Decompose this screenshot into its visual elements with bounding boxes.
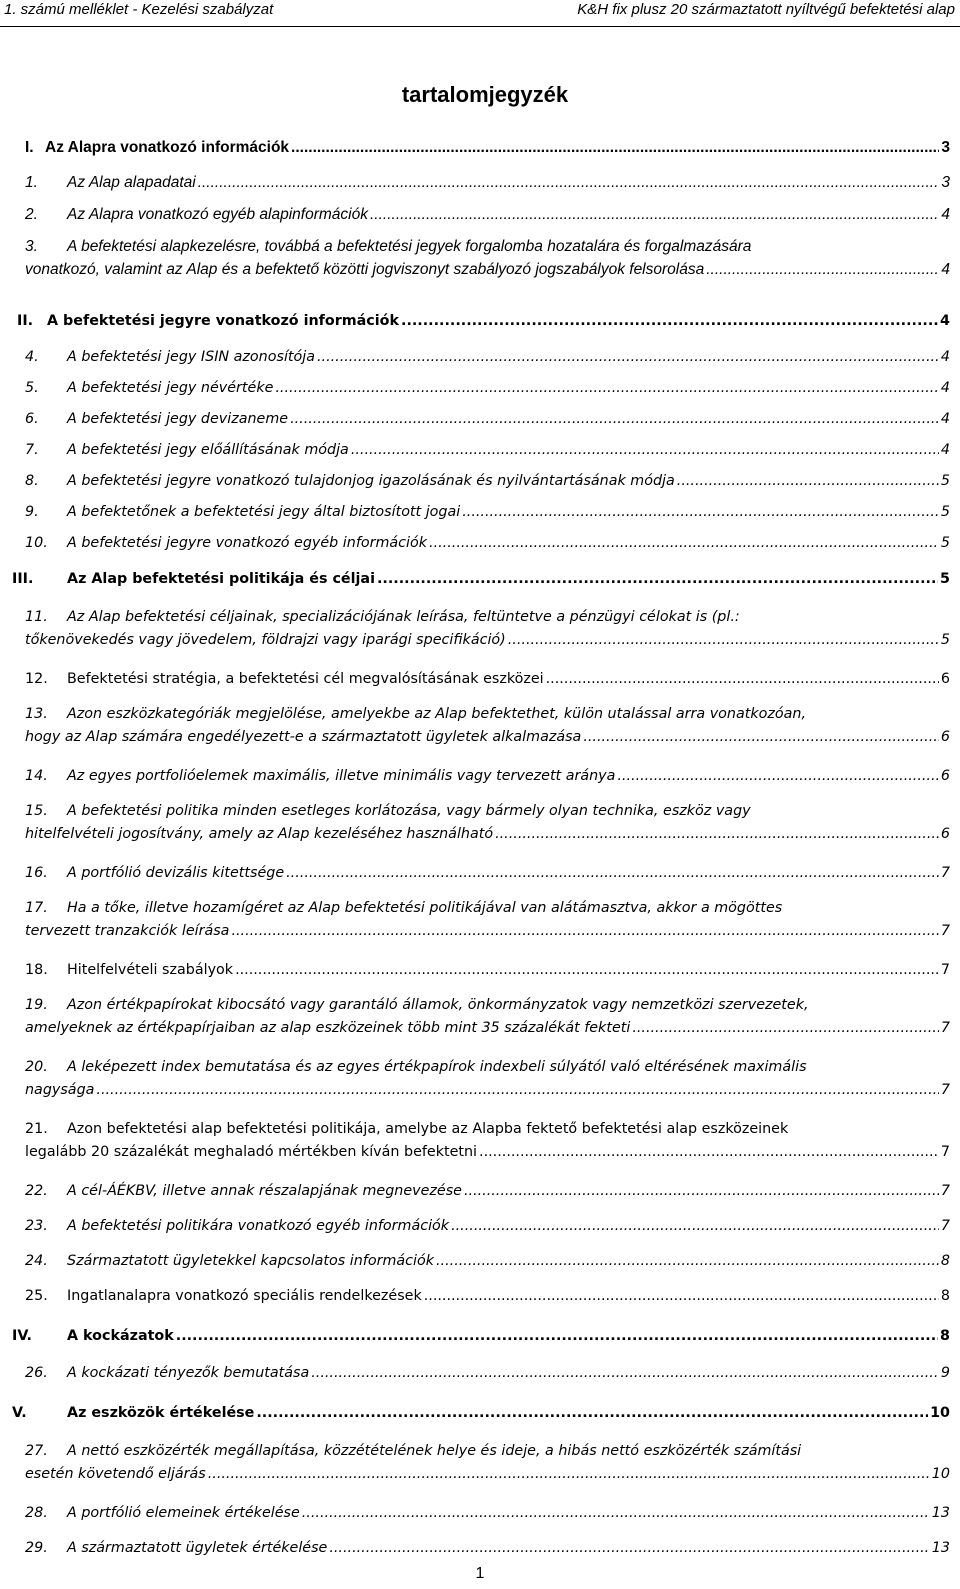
toc-entry[interactable]	[25, 1250, 950, 1273]
toc-entry-number: 24.	[25, 1253, 48, 1269]
toc-entry-title: A befektetési jegy előállításának módja	[67, 442, 349, 458]
dot-leader	[436, 1250, 939, 1273]
toc-entry-line	[25, 439, 950, 462]
toc-entry-number: III.	[12, 571, 34, 587]
toc-entry-line	[25, 346, 950, 369]
toc-entry-number: 2.	[25, 206, 38, 223]
toc-entry-page: 4	[940, 313, 950, 329]
toc-entry[interactable]	[25, 800, 950, 846]
toc-entry-title: A befektetési alapkezelésre, továbbá a befektetési jegyek forgalomba hozatalára és forgalmazására	[67, 238, 752, 255]
toc-entry-title: Az Alap befektetési politikája és céljai	[67, 571, 375, 587]
toc-entry-page: 4	[940, 380, 950, 396]
page-number: 1	[475, 1565, 485, 1582]
toc-entry-line	[25, 568, 950, 591]
dot-leader	[632, 1017, 939, 1040]
toc-entry-line	[25, 1250, 950, 1273]
toc-entry-line	[25, 1285, 950, 1308]
toc-entry-line	[25, 1118, 950, 1141]
toc-entry-line	[25, 726, 950, 749]
toc-entry-line	[25, 994, 950, 1017]
dot-leader	[302, 1502, 930, 1525]
dot-leader	[231, 920, 938, 943]
toc-entry-title: A származtatott ügyletek értékelése	[67, 1540, 328, 1556]
toc-entry-number: 22.	[25, 1183, 48, 1199]
toc-entry-title: A portfólió devizális kitettsége	[67, 865, 285, 881]
toc-entry-title: esetén követendő eljárás	[25, 1466, 206, 1482]
toc-entry[interactable]	[25, 501, 950, 524]
toc-entry-page: 13	[931, 1505, 950, 1521]
toc-entry-title: A befektetési jegyre vonatkozó tulajdonjog igazolásának és nyilvántartásának módja	[67, 473, 675, 489]
toc-entry-title: A leképezett index bemutatása és az egyes értékpapírok indexbeli súlyától való eltérésének maximális	[67, 1059, 807, 1075]
toc-entry[interactable]	[25, 1502, 950, 1525]
toc-entry[interactable]	[17, 310, 950, 333]
toc-entry[interactable]	[25, 959, 950, 982]
toc-entry-page: 13	[931, 1540, 950, 1556]
toc-entry-page: 8	[940, 1288, 950, 1304]
header-left-text: 1. számú melléklet - Kezelési szabályzat	[4, 1, 274, 18]
toc-entry-title: A kockázati tényezők bemutatása	[67, 1365, 310, 1381]
toc-entry-number: 7.	[25, 442, 39, 458]
toc-entry[interactable]	[25, 171, 950, 194]
toc-entry-number: 6.	[25, 411, 39, 427]
toc-entry[interactable]	[25, 203, 950, 226]
toc-entry-page: 5	[940, 473, 950, 489]
toc-entry-page: 7	[940, 1144, 950, 1160]
toc-entry[interactable]	[12, 1325, 950, 1348]
toc-entry-number: 27.	[25, 1443, 48, 1459]
toc-entry-page: 6	[940, 729, 950, 745]
toc-entry-page: 7	[940, 1082, 950, 1098]
toc-entry[interactable]	[25, 136, 950, 159]
toc-entry[interactable]	[25, 606, 950, 652]
toc-entry-line	[25, 1056, 950, 1079]
toc-entry-line	[25, 920, 950, 943]
toc-entry-number: 4.	[25, 349, 39, 365]
toc-entry-title: tőkenövekedés vagy jövedelem, földrajzi vagy iparági specifikáció)	[25, 632, 506, 648]
toc-entry-line	[25, 897, 950, 920]
toc-entry-title: Ingatlanalapra vonatkozó speciális rendelkezések	[67, 1288, 422, 1304]
dot-leader	[198, 171, 940, 194]
toc-entry-line	[25, 136, 950, 159]
toc-entry[interactable]	[25, 408, 950, 431]
toc-entry-page: 5	[940, 632, 950, 648]
toc-entry-number: 16.	[25, 865, 48, 881]
toc-title: tartalomjegyzék	[401, 82, 569, 107]
toc-entry[interactable]	[12, 1402, 950, 1425]
toc-entry-line	[25, 501, 950, 524]
toc-entry-line	[25, 1141, 950, 1164]
toc-entry-number: II.	[17, 313, 34, 329]
header-right-text: K&H fix plusz 20 származtatott nyíltvégű befektetési alap	[577, 1, 955, 18]
toc-entry-line	[25, 668, 950, 691]
toc-entry[interactable]	[25, 994, 950, 1040]
toc-entry-page: 5	[940, 535, 950, 551]
toc-entry-page: 7	[940, 1020, 950, 1036]
toc-entry-title: A cél-ÁÉKBV, illetve annak részalapjának megnevezése	[67, 1183, 462, 1199]
toc-entry[interactable]	[25, 1056, 950, 1102]
toc-entry-title: nagysága	[25, 1082, 95, 1098]
toc-entry[interactable]	[25, 1180, 950, 1203]
toc-entry-title: legalább 20 százalékát meghaladó mértékben kíván befektetni	[25, 1144, 478, 1160]
toc-entry[interactable]	[25, 862, 950, 885]
dot-leader	[583, 726, 939, 749]
toc-entry[interactable]	[25, 377, 950, 400]
toc-entry-title: Azon eszközkategóriák megjelölése, amelyekbe az Alap befektethet, külön utalással arra vonatkozóan,	[67, 706, 806, 722]
dot-leader	[462, 501, 939, 524]
toc-entry-number: 25.	[25, 1288, 48, 1304]
dot-leader	[706, 258, 939, 281]
toc-entry[interactable]	[25, 897, 950, 943]
toc-entry-title: A befektetési politika minden esetleges korlátozása, vagy bármely olyan technika, eszköz vagy	[67, 803, 751, 819]
toc-entry-line	[25, 310, 950, 333]
toc-entry-number: IV.	[12, 1328, 32, 1344]
dot-leader	[508, 629, 939, 652]
toc-entry-number: 26.	[25, 1365, 48, 1381]
toc-entry-line	[25, 1537, 950, 1560]
toc-entry-page: 3	[941, 174, 950, 191]
toc-entry-number: 1.	[25, 174, 38, 191]
toc-entry-page: 4	[941, 261, 950, 278]
toc-entry[interactable]	[25, 439, 950, 462]
toc-entry-title: A kockázatok	[67, 1328, 174, 1344]
dot-leader	[401, 310, 938, 333]
toc-entry[interactable]	[25, 1285, 950, 1308]
toc-entry-number: V.	[12, 1405, 27, 1421]
dot-leader	[208, 1463, 930, 1486]
dot-leader	[677, 470, 939, 493]
toc-entry-line	[25, 532, 950, 555]
dot-leader	[429, 532, 939, 555]
dot-leader	[286, 862, 939, 885]
toc-entry-number: 20.	[25, 1059, 48, 1075]
toc-entry-title: amelyeknek az értékpapírjaiban az alap eszközeinek több mint 35 százalékát fekteti	[25, 1020, 631, 1036]
toc-entry-title: hitelfelvételi jogosítvány, amely az Alap kezeléséhez használható	[25, 826, 494, 842]
toc-entry-title: A nettó eszközérték megállapítása, közzétételének helye és ideje, a hibás nettó eszközérték számítási	[67, 1443, 802, 1459]
toc-entry-number: 11.	[25, 609, 48, 625]
dot-leader	[451, 1215, 939, 1238]
toc-entry-title: A befektetési jegy ISIN azonosítója	[67, 349, 315, 365]
toc-entry-number: 3.	[25, 238, 38, 255]
toc-entry[interactable]	[25, 765, 950, 788]
toc-entry-line	[25, 171, 950, 194]
toc-entry-line	[25, 959, 950, 982]
toc-entry-line	[25, 203, 950, 226]
dot-leader	[370, 203, 939, 226]
toc-entry-line	[25, 1325, 950, 1348]
dot-leader	[377, 568, 938, 591]
toc-entry-number: 14.	[25, 768, 48, 784]
toc-entry-line	[25, 1079, 950, 1102]
toc-entry-title: hogy az Alap számára engedélyezett-e a származtatott ügyletek alkalmazása	[25, 729, 582, 745]
toc-entry-number: 19.	[25, 997, 48, 1013]
toc-entry-page: 9	[940, 1365, 950, 1381]
toc-entry-number: 10.	[25, 535, 48, 551]
toc-entry[interactable]	[25, 1362, 950, 1385]
dot-leader	[311, 1362, 939, 1385]
toc-entry-line	[25, 1017, 950, 1040]
toc-entry-title: A befektetési politikára vonatkozó egyéb információk	[67, 1218, 450, 1234]
toc-entry-page: 4	[940, 349, 950, 365]
toc-entry-line	[25, 862, 950, 885]
toc-entry-title: A befektetési jegy devizaneme	[67, 411, 289, 427]
toc-entry-number: 8.	[25, 473, 39, 489]
toc-entry-line	[25, 1463, 950, 1486]
toc-entry-page: 7	[940, 923, 950, 939]
toc-entry-number: 17.	[25, 900, 48, 916]
dot-leader	[479, 1141, 939, 1164]
toc-entry-page: 7	[940, 865, 950, 881]
toc-entry-line	[25, 1362, 950, 1385]
toc-entry-title: A portfólió elemeinek értékelése	[67, 1505, 300, 1521]
toc-entry-line	[25, 377, 950, 400]
toc-entry-page: 3	[941, 139, 950, 156]
toc-entry-line	[25, 1440, 950, 1463]
toc-entry-line	[25, 606, 950, 629]
toc-entry[interactable]	[25, 1118, 950, 1164]
dot-leader	[290, 408, 939, 431]
toc-entry-number: 21.	[25, 1121, 48, 1137]
toc-entry-line	[25, 703, 950, 726]
toc-entry-page: 7	[940, 1183, 950, 1199]
toc-entry-title: A befektetési jegyre vonatkozó egyéb információk	[67, 535, 428, 551]
toc-entry-page: 4	[941, 206, 950, 223]
dot-leader	[275, 377, 939, 400]
toc-entry-line	[25, 1180, 950, 1203]
toc-entry-title: Az Alapra vonatkozó információk	[45, 139, 290, 156]
toc-entry-page: 7	[940, 1218, 950, 1234]
toc-entry[interactable]	[25, 1440, 950, 1486]
toc-entry-page: 8	[940, 1328, 950, 1344]
toc-entry-number: 15.	[25, 803, 48, 819]
toc-entry-title: Az eszközök értékelése	[67, 1405, 255, 1421]
toc-entry-number: 5.	[25, 380, 39, 396]
toc-entry-line	[25, 765, 950, 788]
toc-entry[interactable]	[25, 703, 950, 749]
toc-entry-title: vonatkozó, valamint az Alap és a befektető közötti jogviszonyt szabályozó jogszabályok felsorolása	[25, 261, 705, 278]
toc-entry-number: 28.	[25, 1505, 48, 1521]
dot-leader	[617, 765, 939, 788]
toc-entry[interactable]	[25, 532, 950, 555]
toc-entry[interactable]	[25, 1215, 950, 1238]
toc-entry-title: Az egyes portfolióelemek maximális, illetve minimális vagy tervezett aránya	[67, 768, 616, 784]
toc-entry[interactable]	[25, 346, 950, 369]
toc-entry-title: Ha a tőke, illetve hozamígéret az Alap befektetési politikájával van alátámasztva, akkor a mögöttes	[67, 900, 783, 916]
dot-leader	[464, 1180, 939, 1203]
toc-entry-line	[25, 235, 950, 258]
dot-leader	[291, 136, 939, 159]
toc-entry-line	[25, 1502, 950, 1525]
toc-entry-line	[25, 800, 950, 823]
toc-entry[interactable]	[25, 470, 950, 493]
toc-entry-page: 5	[940, 504, 950, 520]
toc-entry-page: 10	[930, 1405, 950, 1421]
toc-entry-title: Azon befektetési alap befektetési politikája, amelybe az Alapba fektető befektetési alap eszközeinek	[67, 1121, 789, 1137]
dot-leader	[176, 1325, 938, 1348]
dot-leader	[235, 959, 939, 982]
toc-entry-number: 23.	[25, 1218, 48, 1234]
toc-entry-title: Az Alap alapadatai	[67, 174, 196, 191]
toc-entry-number: I.	[25, 139, 34, 156]
toc-entry-page: 7	[940, 962, 950, 978]
toc-entry-number: 12.	[25, 671, 48, 687]
toc-entry-page: 6	[940, 826, 950, 842]
toc-entry-page: 10	[931, 1466, 950, 1482]
toc-entry[interactable]	[25, 235, 950, 281]
toc-entry-line	[25, 1215, 950, 1238]
toc-entry-title: A befektetési jegy névértéke	[67, 380, 274, 396]
dot-leader	[256, 1402, 928, 1425]
toc-entry[interactable]	[25, 668, 950, 691]
toc-entry-number: 29.	[25, 1540, 48, 1556]
toc-entry-title: Azon értékpapírokat kibocsátó vagy garantáló államok, önkormányzatok vagy nemzetközi szervezetek,	[67, 997, 809, 1013]
toc-entry-line	[25, 1402, 950, 1425]
toc-entry-line	[25, 470, 950, 493]
toc-entry-title: tervezett tranzakciók leírása	[25, 923, 230, 939]
dot-leader	[96, 1079, 938, 1102]
toc-entry-page: 4	[940, 442, 950, 458]
toc-entry-page: 6	[940, 768, 950, 784]
dot-leader	[495, 823, 939, 846]
toc-entry-page: 4	[940, 411, 950, 427]
toc-entry-number: 9.	[25, 504, 39, 520]
dot-leader	[424, 1285, 939, 1308]
toc-entry-line	[25, 258, 950, 281]
toc-entry-page: 5	[940, 571, 950, 587]
toc-entry-title: Származtatott ügyletekkel kapcsolatos információk	[67, 1253, 435, 1269]
toc-entry[interactable]	[25, 1537, 950, 1560]
toc-entry-line	[25, 629, 950, 652]
dot-leader	[351, 439, 939, 462]
toc-entry-number: 18.	[25, 962, 48, 978]
toc-entry-title: Befektetési stratégia, a befektetési cél megvalósításának eszközei	[67, 671, 544, 687]
toc-entry-line	[25, 823, 950, 846]
toc-entry-number: 13.	[25, 706, 48, 722]
toc-entry-title: A befektetési jegyre vonatkozó információk	[47, 313, 400, 329]
toc-entry-title: A befektetőnek a befektetési jegy által biztosított jogai	[67, 504, 461, 520]
toc-entry-line	[25, 408, 950, 431]
toc-entry[interactable]	[12, 568, 950, 591]
toc-entry-title: Az Alapra vonatkozó egyéb alapinformációk	[67, 206, 368, 223]
dot-leader	[329, 1537, 929, 1560]
toc-entry-title: Hitelfelvételi szabályok	[67, 962, 234, 978]
dot-leader	[546, 668, 939, 691]
toc-entry-page: 6	[940, 671, 950, 687]
toc-entry-title: Az Alap befektetési céljainak, specializációjának leírása, feltüntetve a pénzügyi célokat is (pl.:	[67, 609, 740, 625]
dot-leader	[317, 346, 939, 369]
toc-entry-page: 8	[940, 1253, 950, 1269]
